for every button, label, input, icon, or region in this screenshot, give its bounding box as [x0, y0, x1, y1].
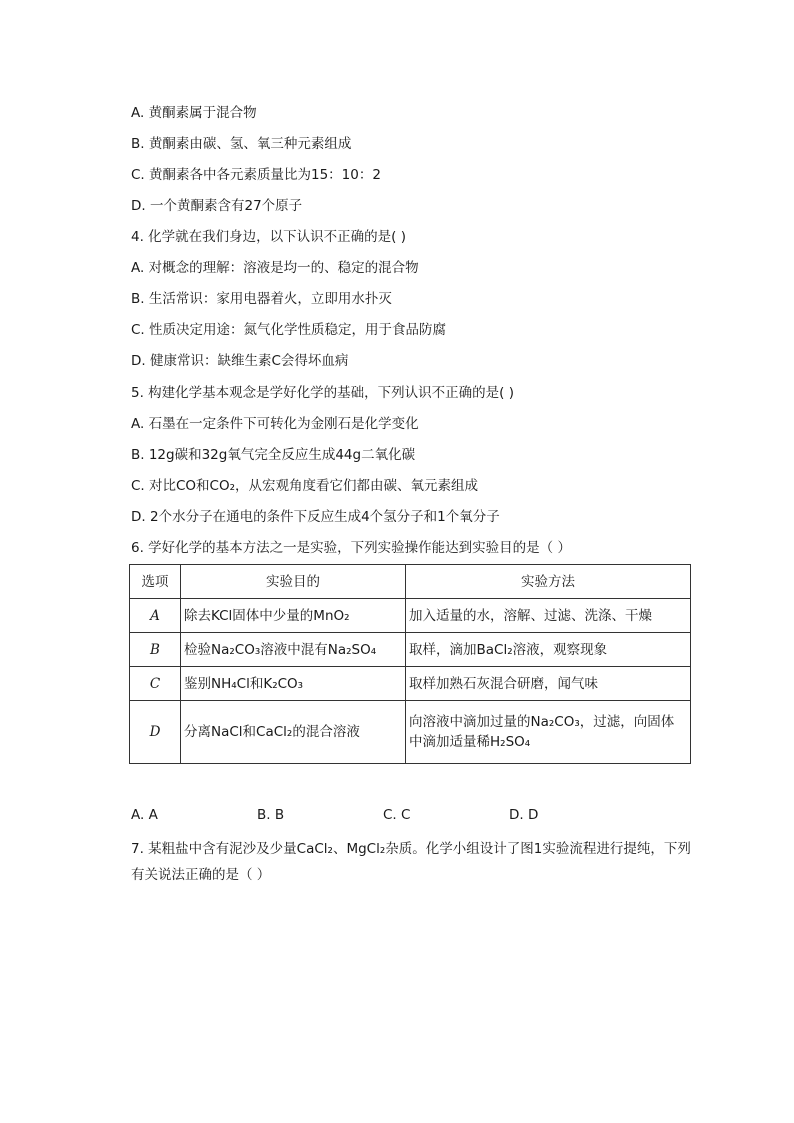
row-purpose: 分离NaCl和CaCl₂的混合溶液 — [181, 701, 406, 764]
row-method: 取样加熟石灰混合研磨，闻气味 — [406, 667, 691, 701]
q4-option-c: C. 性质决定用途：氮气化学性质稳定，用于食品防腐 — [131, 322, 447, 338]
table-row — [130, 599, 691, 633]
q6-option-a: A. A — [131, 807, 158, 823]
row-purpose: 检验Na₂CO₃溶液中混有Na₂SO₄ — [181, 633, 406, 667]
row-method: 加入适量的水，溶解、过滤、洗涤、干燥 — [406, 599, 691, 633]
header-purpose: 实验目的 — [181, 565, 406, 599]
q4-stem: 4. 化学就在我们身边，以下认识不正确的是( ) — [131, 229, 406, 245]
q7-stem: 7. 某粗盐中含有泥沙及少量CaCl₂、MgCl₂杂质。化学小组设计了图1实验流程进行提纯，下列有关说法正确的是（ ） — [131, 841, 691, 883]
row-method: 取样，滴加BaCl₂溶液，观察现象 — [406, 633, 691, 667]
q3-option-c: C. 黄酮素各中各元素质量比为15：10：2 — [131, 167, 381, 183]
header-method: 实验方法 — [406, 565, 691, 599]
q3-option-b: B. 黄酮素由碳、氢、氧三种元素组成 — [131, 136, 352, 152]
q6-option-c: C. C — [383, 807, 411, 823]
q5-stem: 5. 构建化学基本观念是学好化学的基础，下列认识不正确的是( ) — [131, 385, 514, 401]
table-row — [130, 633, 691, 667]
q4-option-b: B. 生活常识：家用电器着火，立即用水扑灭 — [131, 291, 392, 307]
q5-option-d: D. 2个水分子在通电的条件下反应生成4个氢分子和1个氧分子 — [131, 509, 500, 525]
q5-option-a: A. 石墨在一定条件下可转化为金刚石是化学变化 — [131, 416, 419, 432]
q4-option-d: D. 健康常识：缺维生素C会得坏血病 — [131, 353, 349, 369]
row-option: B — [130, 633, 181, 667]
experiment-table — [129, 564, 691, 764]
table-row — [130, 667, 691, 701]
q6-option-b: B. B — [257, 807, 285, 823]
q6-stem: 6. 学好化学的基本方法之一是实验，下列实验操作能达到实验目的是（ ） — [131, 540, 571, 556]
row-method: 向溶液中滴加过量的Na₂CO₃，过滤，向固体中滴加适量稀H₂SO₄ — [406, 701, 691, 764]
row-purpose: 鉴别NH₄Cl和K₂CO₃ — [181, 667, 406, 701]
row-option: C — [130, 667, 181, 701]
table-header-row — [130, 565, 691, 599]
q4-option-a: A. 对概念的理解：溶液是均一的、稳定的混合物 — [131, 260, 419, 276]
table-row — [130, 701, 691, 764]
row-purpose: 除去KCl固体中少量的MnO₂ — [181, 599, 406, 633]
q3-option-a: A. 黄酮素属于混合物 — [131, 105, 257, 121]
row-option: A — [130, 599, 181, 633]
q5-option-b: B. 12g碳和32g氧气完全反应生成44g二氧化碳 — [131, 447, 416, 463]
header-option: 选项 — [130, 565, 181, 599]
q6-options — [131, 805, 691, 825]
q3-option-d: D. 一个黄酮素含有27个原子 — [131, 198, 303, 214]
q5-option-c: C. 对比CO和CO₂，从宏观角度看它们都由碳、氧元素组成 — [131, 478, 479, 494]
q6-option-d: D. D — [509, 807, 539, 823]
row-option: D — [130, 701, 181, 764]
